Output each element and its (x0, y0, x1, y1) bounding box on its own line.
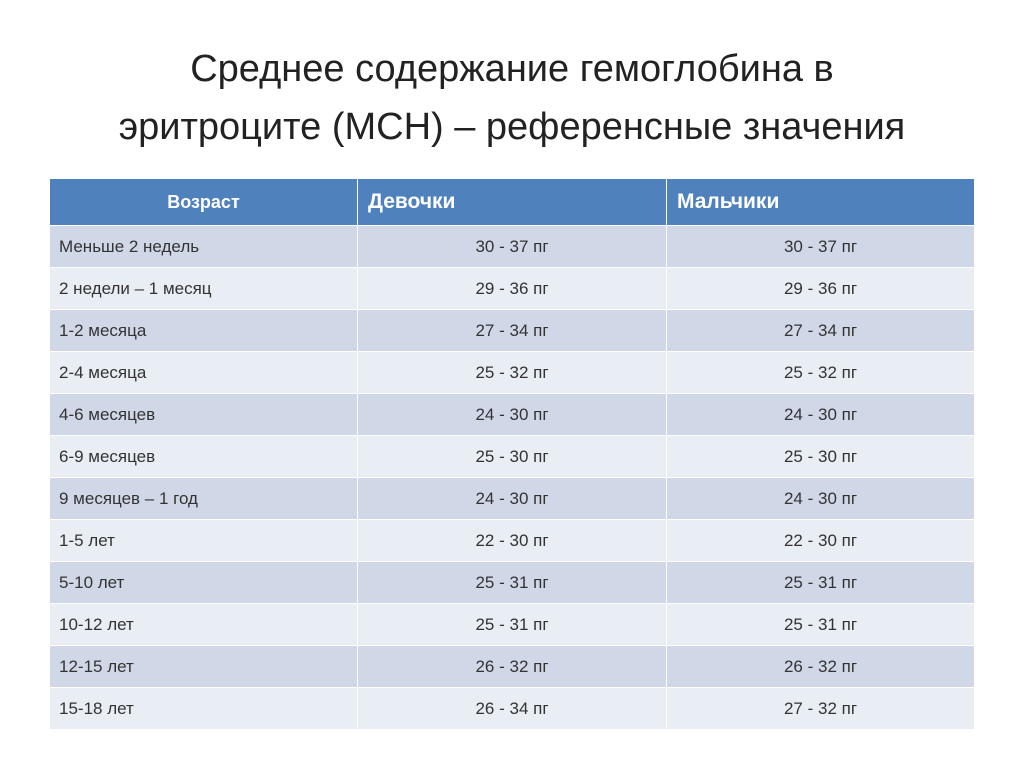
age-cell: 9 месяцев – 1 год (50, 478, 358, 520)
boys-value-cell: 22 - 30 пг (667, 520, 975, 562)
boys-value-cell: 27 - 32 пг (667, 688, 975, 730)
boys-value-cell: 25 - 32 пг (667, 352, 975, 394)
column-header-age: Возраст (50, 179, 358, 226)
age-cell: Меньше 2 недель (50, 226, 358, 268)
table-row (50, 478, 975, 520)
reference-values-table (49, 178, 975, 730)
table-row (50, 562, 975, 604)
boys-value-cell: 25 - 31 пг (667, 562, 975, 604)
boys-value-cell: 25 - 30 пг (667, 436, 975, 478)
age-cell: 2-4 месяца (50, 352, 358, 394)
girls-value-cell: 24 - 30 пг (358, 478, 667, 520)
table-row (50, 226, 975, 268)
girls-value-cell: 25 - 30 пг (358, 436, 667, 478)
column-header-boys: Мальчики (667, 179, 975, 226)
column-header-girls: Девочки (358, 179, 667, 226)
girls-value-cell: 25 - 31 пг (358, 562, 667, 604)
table-row (50, 268, 975, 310)
boys-value-cell: 25 - 31 пг (667, 604, 975, 646)
boys-value-cell: 30 - 37 пг (667, 226, 975, 268)
age-cell: 12-15 лет (50, 646, 358, 688)
girls-value-cell: 26 - 34 пг (358, 688, 667, 730)
table-row (50, 688, 975, 730)
table-row (50, 436, 975, 478)
slide-title-line-2: эритроците (МСН) – референсные значения (118, 106, 906, 148)
table-row (50, 520, 975, 562)
age-cell: 1-2 месяца (50, 310, 358, 352)
girls-value-cell: 26 - 32 пг (358, 646, 667, 688)
age-cell: 2 недели – 1 месяц (50, 268, 358, 310)
age-cell: 15-18 лет (50, 688, 358, 730)
boys-value-cell: 29 - 36 пг (667, 268, 975, 310)
table-row (50, 310, 975, 352)
boys-value-cell: 26 - 32 пг (667, 646, 975, 688)
girls-value-cell: 25 - 32 пг (358, 352, 667, 394)
slide-title-line-1: Среднее содержание гемоглобина в (190, 48, 834, 90)
girls-value-cell: 30 - 37 пг (358, 226, 667, 268)
boys-value-cell: 24 - 30 пг (667, 394, 975, 436)
age-cell: 4-6 месяцев (50, 394, 358, 436)
table-row (50, 394, 975, 436)
age-cell: 6-9 месяцев (50, 436, 358, 478)
table-header-row (50, 179, 975, 226)
girls-value-cell: 29 - 36 пг (358, 268, 667, 310)
girls-value-cell: 24 - 30 пг (358, 394, 667, 436)
age-cell: 1-5 лет (50, 520, 358, 562)
table-row (50, 646, 975, 688)
age-cell: 5-10 лет (50, 562, 358, 604)
age-cell: 10-12 лет (50, 604, 358, 646)
girls-value-cell: 25 - 31 пг (358, 604, 667, 646)
boys-value-cell: 24 - 30 пг (667, 478, 975, 520)
girls-value-cell: 27 - 34 пг (358, 310, 667, 352)
girls-value-cell: 22 - 30 пг (358, 520, 667, 562)
boys-value-cell: 27 - 34 пг (667, 310, 975, 352)
table-row (50, 604, 975, 646)
slide-title (40, 40, 984, 156)
table-row (50, 352, 975, 394)
